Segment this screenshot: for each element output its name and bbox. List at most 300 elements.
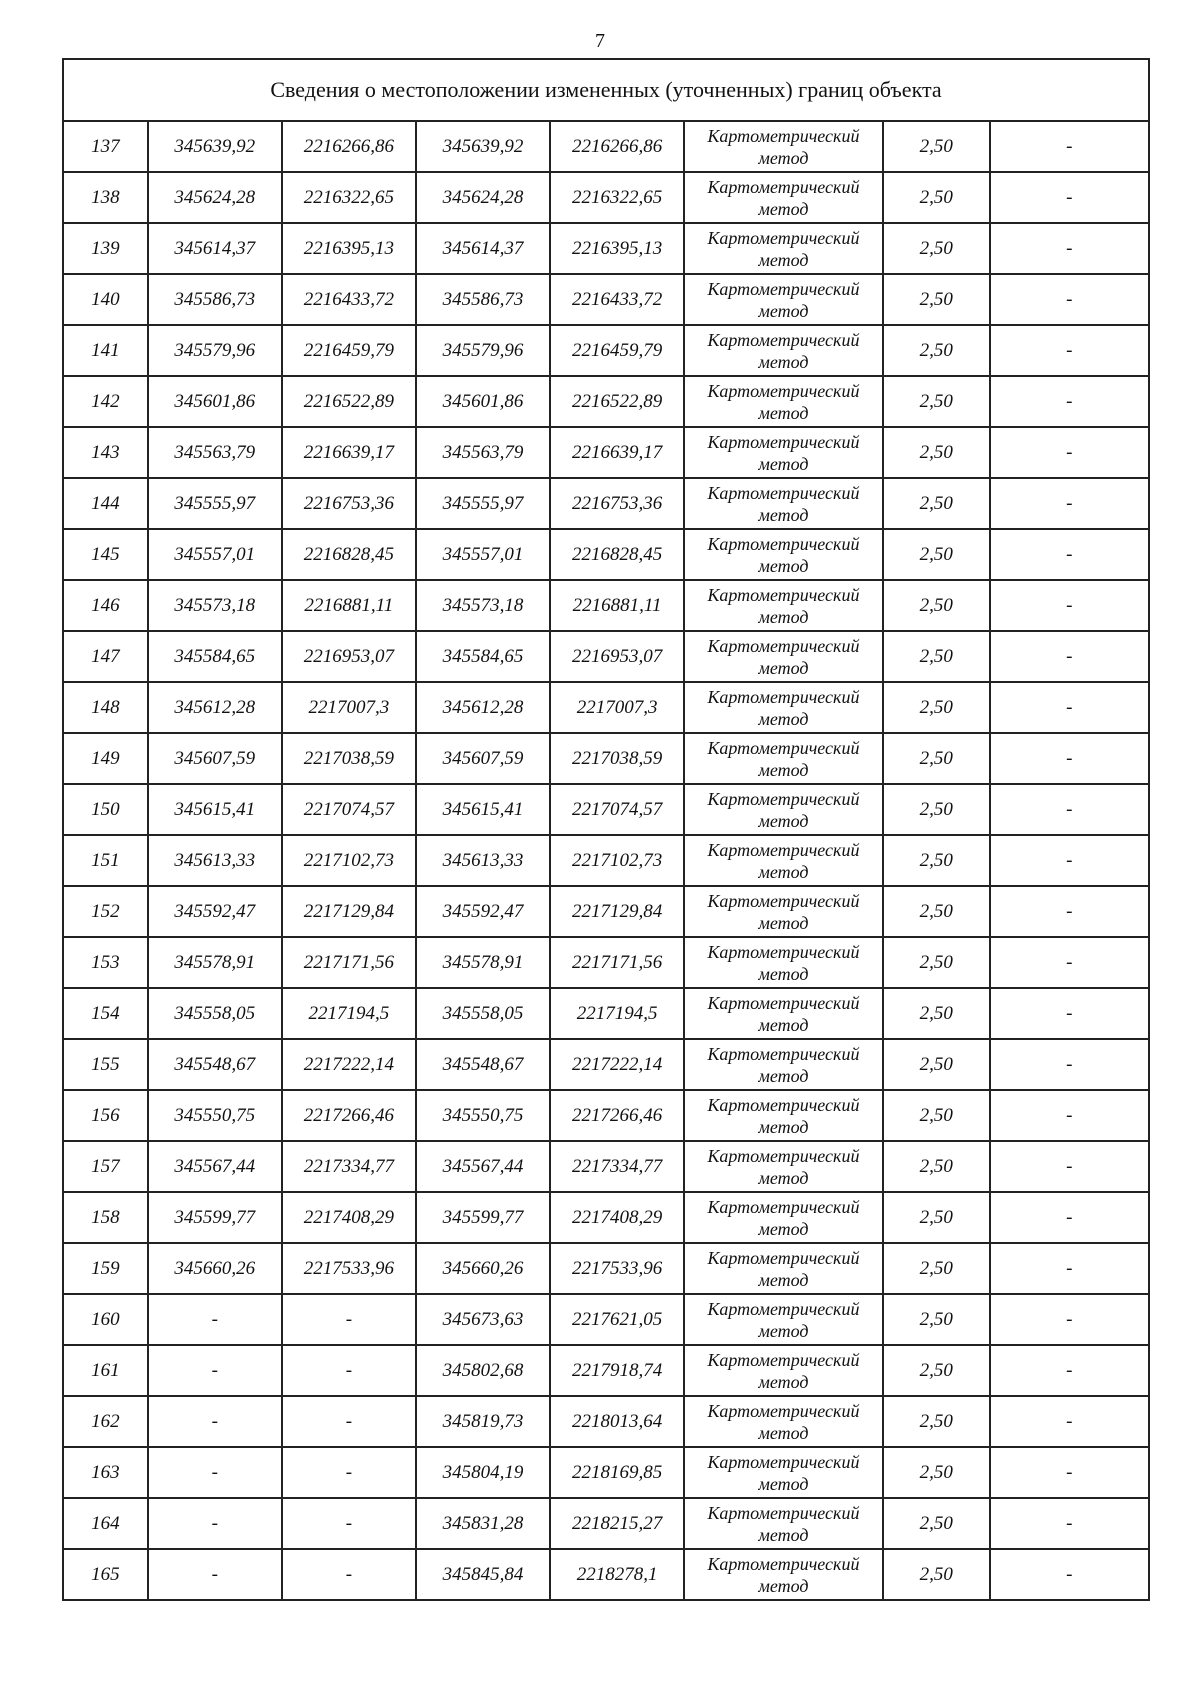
method-line-1: Картометрический [707,278,860,299]
point-number-cell: 158 [63,1192,148,1243]
x-new-cell: 345613,33 [416,835,550,886]
method-line-2: метод [758,504,809,525]
method-cell [684,1039,883,1090]
table-row [63,427,1149,478]
x-new-cell: 345673,63 [416,1294,550,1345]
note-cell: - [990,529,1149,580]
y-old-cell: 2216639,17 [282,427,416,478]
method-line-2: метод [758,1116,809,1137]
x-new-cell: 345612,28 [416,682,550,733]
method-cell [684,325,883,376]
method-cell [684,1396,883,1447]
note-cell: - [990,631,1149,682]
method-cell [684,1498,883,1549]
y-new-cell: 2217918,74 [550,1345,684,1396]
point-number-cell: 152 [63,886,148,937]
table-title: Сведения о местоположении измененных (уточненных) границ объекта [63,59,1149,121]
accuracy-cell: 2,50 [883,376,990,427]
y-old-cell: - [282,1345,416,1396]
accuracy-cell: 2,50 [883,1549,990,1600]
method-cell [684,121,883,172]
x-new-cell: 345563,79 [416,427,550,478]
x-old-cell: - [148,1549,282,1600]
note-cell: - [990,1243,1149,1294]
accuracy-cell: 2,50 [883,835,990,886]
x-old-cell: 345624,28 [148,172,282,223]
coordinates-table [62,58,1150,1601]
y-new-cell: 2217194,5 [550,988,684,1039]
x-new-cell: 345584,65 [416,631,550,682]
method-line-1: Картометрический [707,992,860,1013]
note-cell: - [990,1447,1149,1498]
accuracy-cell: 2,50 [883,886,990,937]
method-line-2: метод [758,1473,809,1494]
method-cell [684,733,883,784]
note-cell: - [990,937,1149,988]
method-cell [684,529,883,580]
accuracy-cell: 2,50 [883,172,990,223]
method-line-2: метод [758,759,809,780]
y-new-cell: 2218215,27 [550,1498,684,1549]
x-new-cell: 345819,73 [416,1396,550,1447]
note-cell: - [990,835,1149,886]
x-old-cell: 345548,67 [148,1039,282,1090]
x-old-cell: 345615,41 [148,784,282,835]
point-number-cell: 154 [63,988,148,1039]
note-cell: - [990,988,1149,1039]
accuracy-cell: 2,50 [883,1498,990,1549]
accuracy-cell: 2,50 [883,121,990,172]
y-new-cell: 2216828,45 [550,529,684,580]
table-row [63,1243,1149,1294]
note-cell: - [990,1294,1149,1345]
table-row [63,274,1149,325]
method-line-2: метод [758,300,809,321]
x-new-cell: 345639,92 [416,121,550,172]
y-old-cell: - [282,1396,416,1447]
point-number-cell: 151 [63,835,148,886]
y-new-cell: 2217533,96 [550,1243,684,1294]
method-line-1: Картометрический [707,1196,860,1217]
method-line-1: Картометрический [707,1400,860,1421]
accuracy-cell: 2,50 [883,478,990,529]
method-line-2: метод [758,861,809,882]
method-line-1: Картометрический [707,584,860,605]
x-old-cell: 345557,01 [148,529,282,580]
y-old-cell: 2217038,59 [282,733,416,784]
note-cell: - [990,427,1149,478]
y-new-cell: 2216522,89 [550,376,684,427]
point-number-cell: 162 [63,1396,148,1447]
x-old-cell: 345586,73 [148,274,282,325]
method-line-1: Картометрический [707,788,860,809]
y-old-cell: 2216881,11 [282,580,416,631]
x-new-cell: 345586,73 [416,274,550,325]
y-new-cell: 2216459,79 [550,325,684,376]
point-number-cell: 148 [63,682,148,733]
note-cell: - [990,784,1149,835]
x-new-cell: 345660,26 [416,1243,550,1294]
method-line-1: Картометрический [707,839,860,860]
point-number-cell: 155 [63,1039,148,1090]
note-cell: - [990,1141,1149,1192]
note-cell: - [990,376,1149,427]
note-cell: - [990,172,1149,223]
accuracy-cell: 2,50 [883,223,990,274]
method-line-2: метод [758,1167,809,1188]
y-new-cell: 2217171,56 [550,937,684,988]
note-cell: - [990,682,1149,733]
method-line-2: метод [758,1575,809,1596]
point-number-cell: 144 [63,478,148,529]
y-new-cell: 2216953,07 [550,631,684,682]
accuracy-cell: 2,50 [883,325,990,376]
x-old-cell: - [148,1345,282,1396]
method-line-1: Картометрический [707,329,860,350]
y-new-cell: 2216395,13 [550,223,684,274]
y-new-cell: 2218013,64 [550,1396,684,1447]
accuracy-cell: 2,50 [883,1294,990,1345]
method-line-1: Картометрический [707,176,860,197]
page-number: 7 [595,30,605,52]
table-row [63,631,1149,682]
y-new-cell: 2217334,77 [550,1141,684,1192]
x-old-cell: - [148,1396,282,1447]
point-number-cell: 153 [63,937,148,988]
accuracy-cell: 2,50 [883,529,990,580]
method-line-1: Картометрический [707,125,860,146]
x-new-cell: 345578,91 [416,937,550,988]
method-cell [684,1447,883,1498]
x-old-cell: 345578,91 [148,937,282,988]
method-cell [684,937,883,988]
x-old-cell: 345555,97 [148,478,282,529]
method-cell [684,274,883,325]
method-cell [684,1192,883,1243]
point-number-cell: 157 [63,1141,148,1192]
y-new-cell: 2217038,59 [550,733,684,784]
accuracy-cell: 2,50 [883,784,990,835]
point-number-cell: 161 [63,1345,148,1396]
method-line-2: метод [758,1218,809,1239]
method-cell [684,376,883,427]
point-number-cell: 141 [63,325,148,376]
method-line-1: Картометрический [707,890,860,911]
method-cell [684,580,883,631]
table-row [63,886,1149,937]
y-new-cell: 2217266,46 [550,1090,684,1141]
method-cell [684,1090,883,1141]
method-line-1: Картометрический [707,1298,860,1319]
table-row [63,733,1149,784]
method-cell [684,1141,883,1192]
note-cell: - [990,886,1149,937]
x-old-cell: 345592,47 [148,886,282,937]
y-old-cell: 2217408,29 [282,1192,416,1243]
method-line-2: метод [758,1524,809,1545]
method-line-2: метод [758,657,809,678]
x-old-cell: - [148,1498,282,1549]
table-row [63,1294,1149,1345]
y-new-cell: 2216266,86 [550,121,684,172]
method-cell [684,1549,883,1600]
x-new-cell: 345804,19 [416,1447,550,1498]
method-cell [684,223,883,274]
method-line-2: метод [758,912,809,933]
method-line-2: метод [758,453,809,474]
x-old-cell: 345573,18 [148,580,282,631]
table-row [63,223,1149,274]
method-line-1: Картометрический [707,1451,860,1472]
method-line-2: метод [758,351,809,372]
method-line-1: Картометрический [707,1247,860,1268]
method-line-1: Картометрический [707,686,860,707]
table-row [63,1192,1149,1243]
y-new-cell: 2216322,65 [550,172,684,223]
note-cell: - [990,223,1149,274]
note-cell: - [990,325,1149,376]
method-line-1: Картометрический [707,635,860,656]
y-new-cell: 2217007,3 [550,682,684,733]
y-old-cell: 2216322,65 [282,172,416,223]
accuracy-cell: 2,50 [883,988,990,1039]
point-number-cell: 163 [63,1447,148,1498]
accuracy-cell: 2,50 [883,1141,990,1192]
y-new-cell: 2217408,29 [550,1192,684,1243]
y-new-cell: 2216881,11 [550,580,684,631]
method-line-2: метод [758,963,809,984]
y-old-cell: - [282,1498,416,1549]
x-new-cell: 345831,28 [416,1498,550,1549]
note-cell: - [990,478,1149,529]
method-line-2: метод [758,1320,809,1341]
method-cell [684,784,883,835]
y-new-cell: 2218169,85 [550,1447,684,1498]
method-cell [684,1243,883,1294]
y-old-cell: 2216522,89 [282,376,416,427]
y-old-cell: 2217194,5 [282,988,416,1039]
y-new-cell: 2216639,17 [550,427,684,478]
x-old-cell: 345613,33 [148,835,282,886]
table-row [63,121,1149,172]
method-cell [684,427,883,478]
method-cell [684,988,883,1039]
table-row [63,1141,1149,1192]
x-old-cell: 345563,79 [148,427,282,478]
table-row [63,784,1149,835]
point-number-cell: 139 [63,223,148,274]
table-row [63,988,1149,1039]
point-number-cell: 142 [63,376,148,427]
method-line-2: метод [758,708,809,729]
point-number-cell: 137 [63,121,148,172]
y-new-cell: 2217222,14 [550,1039,684,1090]
x-new-cell: 345579,96 [416,325,550,376]
note-cell: - [990,274,1149,325]
accuracy-cell: 2,50 [883,427,990,478]
y-new-cell: 2217102,73 [550,835,684,886]
method-cell [684,682,883,733]
x-new-cell: 345624,28 [416,172,550,223]
x-old-cell: 345660,26 [148,1243,282,1294]
x-old-cell: 345601,86 [148,376,282,427]
y-old-cell: 2216753,36 [282,478,416,529]
y-new-cell: 2217129,84 [550,886,684,937]
method-line-1: Картометрический [707,380,860,401]
accuracy-cell: 2,50 [883,937,990,988]
method-line-1: Картометрический [707,482,860,503]
table-row [63,580,1149,631]
method-cell [684,1294,883,1345]
y-new-cell: 2217074,57 [550,784,684,835]
y-old-cell: 2217266,46 [282,1090,416,1141]
table-row [63,325,1149,376]
point-number-cell: 143 [63,427,148,478]
table-body [63,59,1149,1600]
method-line-1: Картометрический [707,533,860,554]
x-new-cell: 345845,84 [416,1549,550,1600]
x-old-cell: 345612,28 [148,682,282,733]
point-number-cell: 145 [63,529,148,580]
table-row [63,1345,1149,1396]
table-row [63,172,1149,223]
method-line-2: метод [758,1065,809,1086]
table-row [63,1039,1149,1090]
table-row [63,1498,1149,1549]
method-line-2: метод [758,1371,809,1392]
method-line-2: метод [758,606,809,627]
x-old-cell: 345584,65 [148,631,282,682]
y-old-cell: 2216953,07 [282,631,416,682]
x-old-cell: 345614,37 [148,223,282,274]
method-line-2: метод [758,555,809,576]
method-line-2: метод [758,249,809,270]
table-row [63,529,1149,580]
method-line-1: Картометрический [707,1553,860,1574]
note-cell: - [990,1090,1149,1141]
method-line-2: метод [758,810,809,831]
x-new-cell: 345557,01 [416,529,550,580]
table-row [63,1447,1149,1498]
x-new-cell: 345592,47 [416,886,550,937]
method-cell [684,478,883,529]
y-old-cell: - [282,1447,416,1498]
x-new-cell: 345548,67 [416,1039,550,1090]
point-number-cell: 165 [63,1549,148,1600]
method-line-2: метод [758,1269,809,1290]
x-new-cell: 345802,68 [416,1345,550,1396]
y-new-cell: 2216753,36 [550,478,684,529]
table-row [63,478,1149,529]
point-number-cell: 140 [63,274,148,325]
accuracy-cell: 2,50 [883,580,990,631]
y-new-cell: 2217621,05 [550,1294,684,1345]
note-cell: - [990,1549,1149,1600]
x-old-cell: 345567,44 [148,1141,282,1192]
x-new-cell: 345615,41 [416,784,550,835]
accuracy-cell: 2,50 [883,1447,990,1498]
method-line-1: Картометрический [707,1145,860,1166]
note-cell: - [990,121,1149,172]
accuracy-cell: 2,50 [883,733,990,784]
x-old-cell: 345579,96 [148,325,282,376]
method-cell [684,835,883,886]
accuracy-cell: 2,50 [883,274,990,325]
x-old-cell: 345639,92 [148,121,282,172]
x-old-cell: 345607,59 [148,733,282,784]
table-title-row [63,59,1149,121]
y-old-cell: 2216433,72 [282,274,416,325]
y-old-cell: 2217102,73 [282,835,416,886]
note-cell: - [990,733,1149,784]
point-number-cell: 159 [63,1243,148,1294]
y-old-cell: 2216828,45 [282,529,416,580]
x-new-cell: 345573,18 [416,580,550,631]
method-cell [684,1345,883,1396]
x-new-cell: 345555,97 [416,478,550,529]
method-line-1: Картометрический [707,1043,860,1064]
accuracy-cell: 2,50 [883,1039,990,1090]
accuracy-cell: 2,50 [883,1192,990,1243]
method-cell [684,886,883,937]
y-old-cell: - [282,1549,416,1600]
point-number-cell: 160 [63,1294,148,1345]
x-new-cell: 345550,75 [416,1090,550,1141]
method-cell [684,631,883,682]
table-row [63,1396,1149,1447]
x-new-cell: 345599,77 [416,1192,550,1243]
y-old-cell: 2216266,86 [282,121,416,172]
y-old-cell: - [282,1294,416,1345]
point-number-cell: 164 [63,1498,148,1549]
method-line-2: метод [758,1014,809,1035]
point-number-cell: 138 [63,172,148,223]
x-new-cell: 345614,37 [416,223,550,274]
note-cell: - [990,1498,1149,1549]
x-new-cell: 345558,05 [416,988,550,1039]
method-cell [684,172,883,223]
accuracy-cell: 2,50 [883,682,990,733]
accuracy-cell: 2,50 [883,631,990,682]
method-line-1: Картометрический [707,737,860,758]
x-old-cell: - [148,1447,282,1498]
accuracy-cell: 2,50 [883,1243,990,1294]
y-old-cell: 2217007,3 [282,682,416,733]
point-number-cell: 150 [63,784,148,835]
accuracy-cell: 2,50 [883,1345,990,1396]
note-cell: - [990,1192,1149,1243]
x-old-cell: - [148,1294,282,1345]
point-number-cell: 147 [63,631,148,682]
x-new-cell: 345601,86 [416,376,550,427]
note-cell: - [990,580,1149,631]
x-new-cell: 345567,44 [416,1141,550,1192]
x-old-cell: 345599,77 [148,1192,282,1243]
table-row [63,1090,1149,1141]
method-line-2: метод [758,198,809,219]
accuracy-cell: 2,50 [883,1396,990,1447]
x-old-cell: 345558,05 [148,988,282,1039]
table-row [63,835,1149,886]
y-old-cell: 2217074,57 [282,784,416,835]
point-number-cell: 146 [63,580,148,631]
y-old-cell: 2217222,14 [282,1039,416,1090]
method-line-1: Картометрический [707,1502,860,1523]
accuracy-cell: 2,50 [883,1090,990,1141]
point-number-cell: 156 [63,1090,148,1141]
y-old-cell: 2217533,96 [282,1243,416,1294]
note-cell: - [990,1345,1149,1396]
